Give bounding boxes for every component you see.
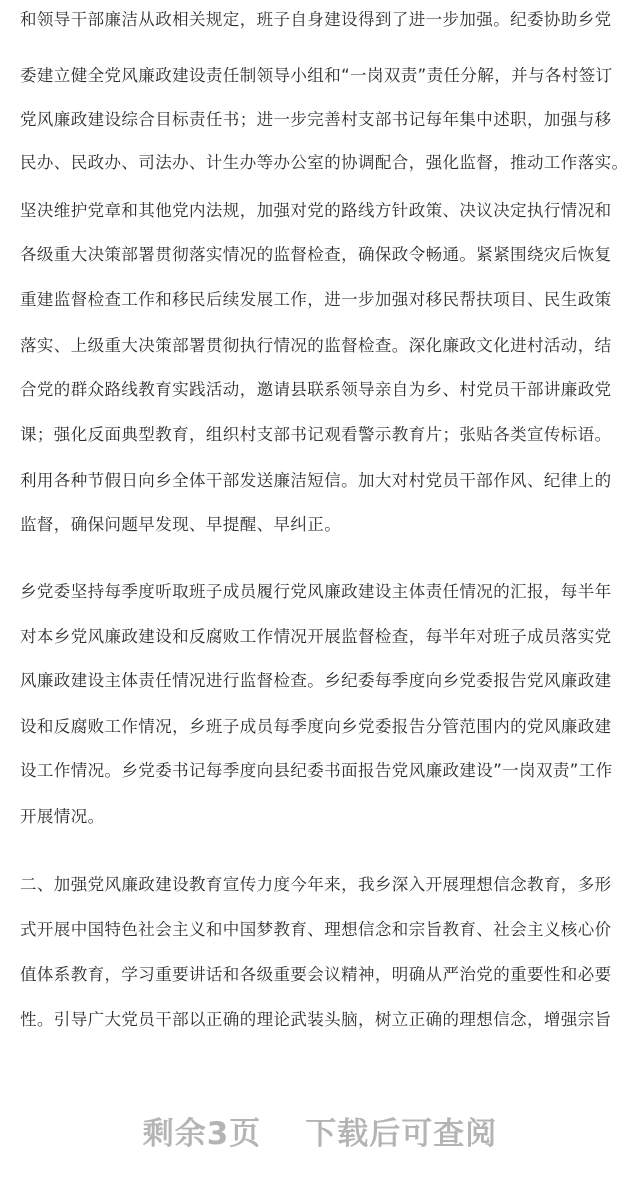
text-line: 党风廉政建设综合目标责任书；进一步完善村支部书记每年集中述职，加强与移 bbox=[20, 110, 612, 129]
download-prompt[interactable] bbox=[0, 1108, 640, 1152]
text-line: 委建立健全党风廉政建设责任制领导小组和“一岗双责”责任分解，并与各村签订 bbox=[20, 66, 613, 85]
text-line: 值体系教育，学习重要讲话和各级重要会议精神，明确从严治党的重要性和必要 bbox=[20, 965, 612, 984]
text-line: 和领导干部廉洁从政相关规定，班子自身建设得到了进一步加强。纪委协助乡党 bbox=[20, 10, 612, 29]
text-line: 监督，确保问题早发现、早提醒、早纠正。 bbox=[20, 515, 342, 534]
text-line: 性。引导广大党员干部以正确的理论武装头脑，树立正确的理想信念，增强宗旨 bbox=[20, 1010, 612, 1029]
text-line: 合党的群众路线教育实践活动，邀请县联系领导亲自为乡、村党员干部讲廉政党 bbox=[20, 380, 612, 399]
text-line: 式开展中国特色社会主义和中国梦教育、理想信念和宗旨教育、社会主义核心价 bbox=[20, 920, 612, 939]
text-line: 风廉政建设主体责任情况进行监督检查。乡纪委每季度向乡党委报告党风廉政建 bbox=[20, 671, 612, 690]
text-line: 对本乡党风廉政建设和反腐败工作情况开展监督检查，每半年对班子成员落实党 bbox=[20, 627, 612, 646]
remaining-pages-label[interactable]: 剩余3页 bbox=[142, 1115, 262, 1152]
text-line: 乡党委坚持每季度听取班子成员履行党风廉政建设主体责任情况的汇报，每半年 bbox=[20, 582, 612, 601]
text-line: 课；强化反面典型教育，组织村支部书记观看警示教育片；张贴各类宣传标语。 bbox=[20, 425, 612, 444]
text-line: 二、加强党风廉政建设教育宣传力度今年来，我乡深入开展理想信念教育，多形 bbox=[20, 875, 612, 894]
text-line: 开展情况。 bbox=[20, 807, 105, 826]
text-line: 落实、上级重大决策部署贯彻执行情况的监督检查。深化廉政文化进村活动，结 bbox=[20, 336, 612, 355]
download-hint-label[interactable]: 下载后可查阅 bbox=[305, 1115, 498, 1152]
text-line: 坚决维护党章和其他党内法规，加强对党的路线方针政策、决议决定执行情况和 bbox=[20, 201, 612, 220]
text-line: 各级重大决策部署贯彻落实情况的监督检查，确保政令畅通。紧紧围绕灾后恢复 bbox=[20, 245, 612, 264]
text-line: 设和反腐败工作情况，乡班子成员每季度向乡党委报告分管范围内的党风廉政建 bbox=[20, 717, 612, 736]
text-line: 民办、民政办、司法办、计生办等办公室的协调配合，强化监督，推动工作落实。 bbox=[20, 153, 629, 172]
text-line: 设工作情况。乡党委书记每季度向县纪委书面报告党风廉政建设”一岗双责”工作 bbox=[20, 761, 613, 780]
text-line: 利用各种节假日向乡全体干部发送廉洁短信。加大对村党员干部作风、纪律上的 bbox=[20, 471, 612, 490]
text-line: 重建监督检查工作和移民后续发展工作，进一步加强对移民帮扶项目、民生政策 bbox=[20, 290, 612, 309]
